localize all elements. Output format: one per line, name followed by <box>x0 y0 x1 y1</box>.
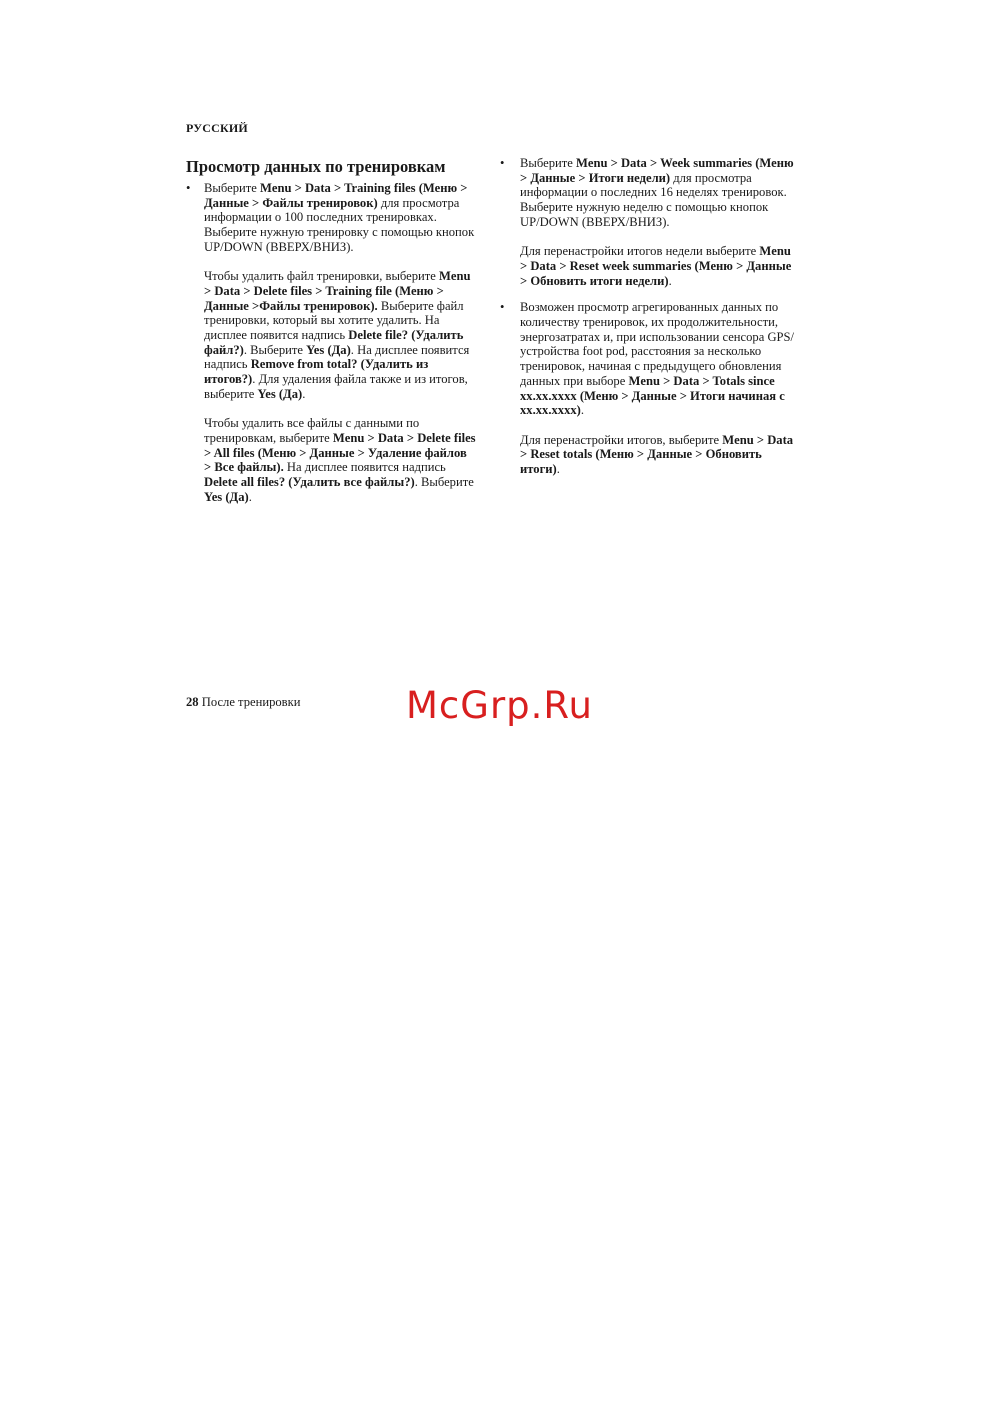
paragraph <box>520 300 795 418</box>
paragraph <box>204 416 476 504</box>
bullet: • <box>500 300 505 315</box>
page-number: 28 <box>186 695 199 709</box>
text: для просмотра информации о последних 16 неделях тренировок. Выберите нужную неделю с помощью кнопок UP/DOWN (ВВЕРХ/ВНИЗ). <box>520 170 787 229</box>
page-footer <box>186 695 300 710</box>
text: . Выберите <box>414 475 474 490</box>
text: . <box>580 403 585 418</box>
text: Возможен просмотр агрегированных данных по количеству тренировок, их продолжительности, энергозатратах и, при использовании сенсора GPS/устройства foot pod, расстояния за несколько тренировок, начиная с предыдущего обновления данных при выборе <box>520 300 795 388</box>
watermark: McGrp.Ru <box>406 684 593 727</box>
text: . На дисплее появится надпись <box>204 342 470 372</box>
list-item <box>500 156 795 288</box>
list-item <box>500 300 795 476</box>
display-message: Delete file? (Удалить файл?) <box>204 328 464 357</box>
text: Для перенастройки итогов недели выберите <box>520 244 760 259</box>
menu-path: Menu > Data > Reset totals (Меню > Данные > Обновить итоги) <box>520 432 794 477</box>
text: На дисплее появится надпись <box>283 460 446 475</box>
paragraph <box>204 181 476 255</box>
paragraph <box>204 269 476 401</box>
left-column <box>186 181 476 504</box>
option-yes: Yes (Да) <box>257 386 303 401</box>
menu-path: Menu > Data > Totals since xx.xx.xxxx (Меню > Данные > Итоги начиная с xx.xx.xxxx) <box>520 373 785 418</box>
paragraph <box>520 156 795 230</box>
menu-path: Menu > Data > Week summaries (Меню > Данные > Итоги недели) <box>520 156 794 185</box>
section-heading: Просмотр данных по тренировкам <box>186 157 446 176</box>
list-item <box>186 181 476 504</box>
bullet: • <box>186 181 191 195</box>
text: . Для удаления файла также и из итогов, выберите <box>204 372 468 401</box>
right-column <box>500 156 795 477</box>
option-yes: Yes (Да) <box>306 342 351 357</box>
menu-path: Menu > Data > Delete files > Training file (Меню > Данные >Файлы тренировок). <box>204 269 471 313</box>
display-message: Remove from total? (Удалить из итогов?) <box>204 357 429 387</box>
text: Выберите <box>520 156 576 170</box>
paragraph <box>520 244 795 288</box>
text: для просмотра информации о 100 последних тренировках. Выберите нужную тренировку с помощью кнопок UP/DOWN (ВВЕРХ/ВНИЗ). <box>204 195 475 254</box>
text: . <box>556 462 560 477</box>
paragraph <box>520 433 795 477</box>
menu-path: Menu > Data > Reset week summaries (Меню > Данные > Обновить итоги недели) <box>520 244 792 288</box>
text: . Выберите <box>243 342 307 357</box>
text: . <box>302 386 306 401</box>
menu-path: Menu > Data > Delete files > All files (Меню > Данные > Удаление файлов > Все файлы). <box>204 430 476 475</box>
display-message: Delete all files? (Удалить все файлы?) <box>204 475 415 490</box>
text: Выберите <box>204 181 260 195</box>
text: Выберите файл тренировки, который вы хотите удалить. На дисплее появится надпись <box>204 298 464 343</box>
text: . <box>248 489 252 504</box>
language-label: РУССКИЙ <box>186 121 248 135</box>
footer-section-name: После тренировки <box>198 695 301 709</box>
text: Чтобы удалить файл тренировки, выберите <box>204 269 440 284</box>
text: Чтобы удалить все файлы с данными по тренировкам, выберите <box>204 416 420 445</box>
text: . <box>668 273 672 288</box>
bullet: • <box>500 156 505 170</box>
menu-path: Menu > Data > Training files (Меню > Данные > Файлы тренировок) <box>204 181 468 210</box>
text: Для перенастройки итогов, выберите <box>520 432 723 447</box>
option-yes: Yes (Да) <box>204 489 249 504</box>
